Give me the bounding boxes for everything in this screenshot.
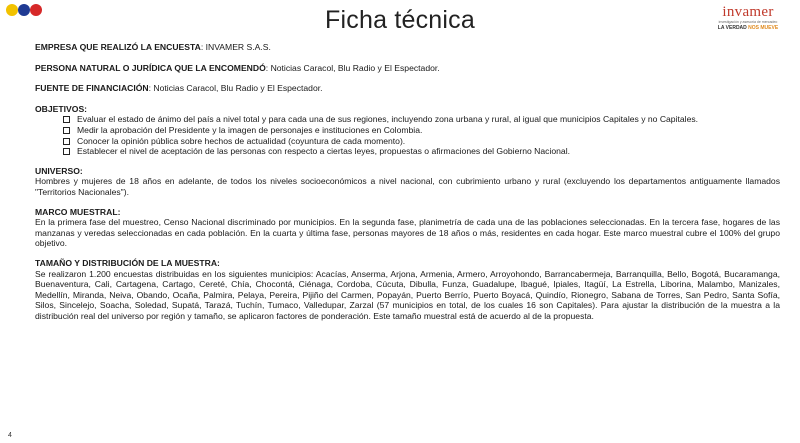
objetivo-text: Medir la aprobación del Presidente y la imagen de personajes e instituciones en Colombia.	[77, 124, 423, 135]
list-item	[63, 146, 780, 157]
tamano-text: Se realizaron 1.200 encuestas distribuidas en los siguientes municipios: Acacías, Anserma, Arjona, Armenia, Armero, Arroyohondo, Barrancabermeja, Barranquilla, Bello, Bogotá, Bucaramanga, Buenaventura, Cali, Cartagena, Cartago, Cereté, Chía, Chocontá, Ciénaga, Cordoba, Cúcuta, Dibulla, Funza, Guadalupe, Ibagué, Ipiales, Itagüí, La Estrella, Liborina, Malambo, Manizales, Medellín, Miranda, Neiva, Obando, Ocaña, Palmira, Pelaya, Pereira, Pijiño del Carmen, Popayán, Puerto Berrío, Puerto Boyacá, Quindío, Rionegro, Sabana de Torres, San Pedro, Santa Sofía, Silos, Sincelejo, Soacha, Soledad, Supatá, Tarazá, Tuchín, Tumaco, Valledupar, Zarzal (57 municipios en total, de los cuales 16 son Capitales). Para ajustar la distribución de la muestra a la distribución real del universo por región y tamaño, se aplicaron factores de ponderación. Este tamaño muestral está de acuerdo al de la propuesta.	[35, 268, 780, 321]
list-item	[63, 114, 780, 125]
objetivo-text: Establecer el nivel de aceptación de las personas con respecto a ciertas leyes, propuestas o afirmaciones del Gobierno Nacional.	[77, 146, 570, 157]
marco-section	[35, 207, 780, 249]
empresa-value: INVAMER S.A.S.	[205, 42, 271, 52]
universo-section	[35, 166, 780, 198]
checkbox-bullet-icon	[63, 148, 70, 155]
fuente-value: Noticias Caracol, Blu Radio y El Espectador.	[153, 83, 323, 94]
objetivo-text: Evaluar el estado de ánimo del país a nivel total y para cada una de sus regiones, incluyendo zona urbana y rural, al igual que municipios Capitales y no Capitales.	[77, 114, 699, 125]
empresa-line: EMPRESA QUE REALIZÓ LA ENCUESTA: INVAMER S.A.S.	[35, 42, 271, 52]
marco-text: En la primera fase del muestreo, Censo Nacional discriminado por municipios. En la segunda fase, planimetría de cada una de las poblaciones seleccionadas. En la tercera fase, hogares de las manzanas y veredas seleccionadas en cada población. En la cuarta y última fase, personas mayores de 18 años o más, residentes en cada hogar. Este marco muestral cubre el 100% del grupo objetivo.	[35, 217, 780, 249]
page-number: 4	[8, 432, 12, 439]
invamer-logo	[704, 5, 792, 32]
fuente-line: FUENTE DE FINANCIACIÓN: Noticias Caracol, Blu Radio y El Espectador.	[35, 83, 323, 94]
list-item	[63, 125, 780, 136]
universo-heading: UNIVERSO:	[35, 165, 83, 176]
fuente-label: FUENTE DE FINANCIACIÓN	[35, 83, 149, 94]
objetivo-text: Conocer la opinión pública sobre hechos de actualidad (coyuntura de cada momento).	[77, 135, 406, 146]
objetivos-heading: OBJETIVOS:	[35, 103, 88, 114]
list-item	[63, 136, 780, 147]
empresa-label: EMPRESA QUE REALIZÓ LA ENCUESTA	[35, 42, 201, 52]
content	[35, 42, 780, 330]
universo-text: Hombres y mujeres de 18 años en adelante, de todos los niveles socioeconómicos a nivel nacional, con cubrimiento urbano y rural (excluyendo los departamentos antiguamente llamados "Territorios Nacionales").	[35, 176, 780, 197]
checkbox-bullet-icon	[63, 138, 70, 145]
objetivos-list	[35, 114, 780, 156]
checkbox-bullet-icon	[63, 127, 70, 134]
logo-wordmark: invamer	[722, 4, 774, 20]
page-title: Ficha técnica	[325, 6, 475, 34]
persona-line: PERSONA NATURAL O JURÍDICA QUE LA ENCOMENDÓ: Noticias Caracol, Blu Radio y El Espectador.	[35, 62, 440, 73]
checkbox-bullet-icon	[63, 116, 70, 123]
objetivos-section	[35, 104, 780, 157]
logo-subtitle: investigación y asesoría de mercadeo	[718, 20, 778, 24]
logo-tagline	[704, 25, 792, 32]
persona-label: PERSONA NATURAL O JURÍDICA QUE LA ENCOMENDÓ	[35, 62, 266, 73]
logo-tagline-dark: LA VERDAD	[717, 25, 747, 31]
persona-value: Noticias Caracol, Blu Radio y El Espectador.	[270, 62, 440, 73]
marco-heading: MARCO MUESTRAL:	[35, 206, 121, 217]
tamano-section	[35, 258, 780, 322]
tamano-heading: TAMAÑO Y DISTRIBUCIÓN DE LA MUESTRA:	[35, 257, 220, 268]
logo-tagline-accent: NOS MUEVE	[748, 25, 779, 31]
